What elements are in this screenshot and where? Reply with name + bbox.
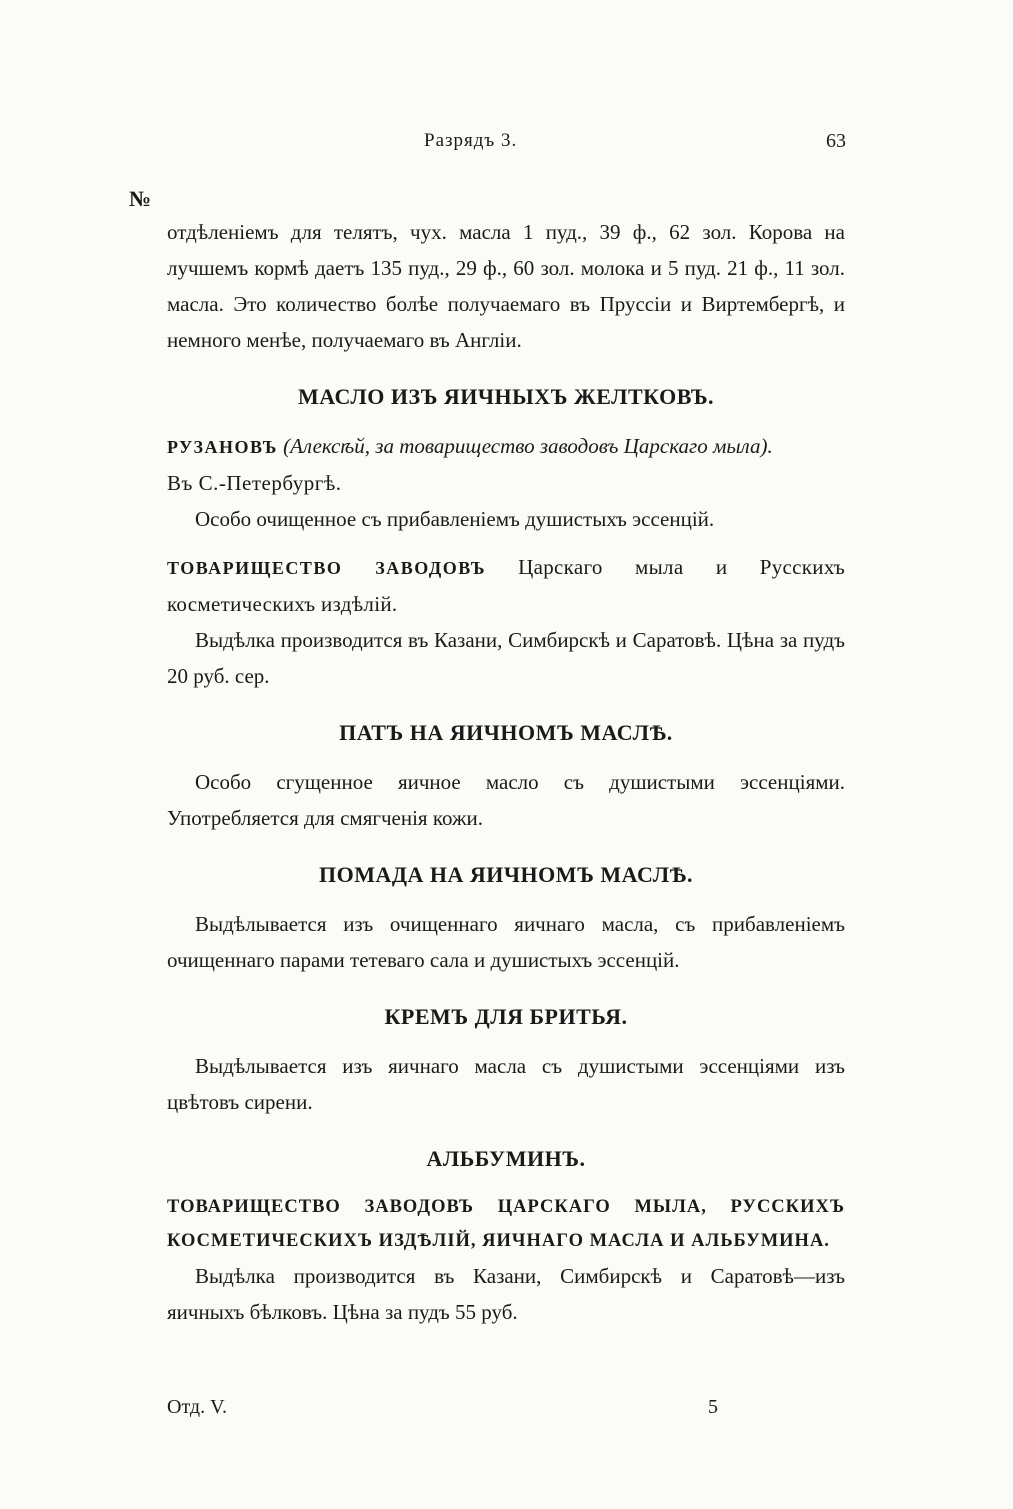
entry-description: Особо очищенное съ прибавленіемъ душистыхъ эссенцій. (195, 507, 715, 531)
entry-description: Выдѣлка производится въ Казани, Симбирскѣ и Саратовѣ. Цѣна за пудъ 20 руб. сер. (167, 628, 845, 688)
page-footer (0, 1396, 1013, 1426)
section-heading-pate: ПАТЪ НА ЯИЧНОМЪ МАСЛѢ. (339, 720, 673, 745)
section-heading-egg-yolk-oil: МАСЛО ИЗЪ ЯИЧНЫХЪ ЖЕЛТКОВЪ. (297, 384, 715, 409)
page-number: 63 (826, 130, 846, 152)
running-title: Разрядъ 3. (424, 130, 518, 151)
signature-right: 5 (708, 1396, 718, 1418)
section-heading-albumin: АЛЬБУМИНЪ. (426, 1146, 586, 1171)
section-description: Выдѣлывается изъ очищеннаго яичнаго масла, съ прибавленіемъ очищеннаго парами тетеваго сала и душистыхъ эссенцій. (167, 912, 845, 972)
exhibitor-note: (Алексѣй, за товарищество заводовъ Царскаго мыла). (283, 434, 773, 458)
section-description: Выдѣлывается изъ яичнаго масла съ душистыми эссенціями изъ цвѣтовъ сирени. (167, 1054, 845, 1114)
section-heading-shaving-cream: КРЕМЪ ДЛЯ БРИТЬЯ. (384, 1004, 628, 1029)
section-heading-pomade: ПОМАДА НА ЯИЧНОМЪ МАСЛѢ. (319, 862, 693, 887)
running-head (0, 130, 1013, 160)
exhibitor-name: ТОВАРИЩЕСТВО ЗАВОДОВЪ ЦАРСКАГО МЫЛА, РУССКИХЪ КОСМЕТИЧЕСКИХЪ ИЗДѢЛІЙ, ЯИЧНАГО МАСЛА И АЛЬБУМИНА. (167, 1197, 845, 1251)
exhibitor-city: Въ С.-Петербургѣ. (167, 471, 342, 495)
exhibitor-name-rest: Царскаго мыла и Русскихъ косметическихъ издѣлій. (167, 555, 845, 616)
exhibitor-entry (167, 428, 845, 465)
section-description: Особо сгущенное яичное масло съ душистыми эссенціями. Употребляется для смягченія кожи. (167, 770, 845, 830)
number-mark: № (129, 186, 152, 211)
exhibitor-entry (167, 549, 845, 622)
continuation-paragraph: отдѣленіемъ для телятъ, чух. масла 1 пуд., 39 ф., 62 зол. Корова на лучшемъ кормѣ даетъ 135 пуд., 29 ф., 60 зол. молока и 5 пуд. 21 ф., 11 зол. масла. Это количество болѣе получаемаго въ Пруссіи и Виртембергѣ, и немного менѣе, получаемаго въ Англіи. (167, 220, 845, 352)
exhibitor-name: ТОВАРИЩЕСТВО ЗАВОДОВЪ (167, 558, 487, 578)
section-description: Выдѣлка производится въ Казани, Симбирскѣ и Саратовѣ—изъ яичныхъ бѣлковъ. Цѣна за пудъ 55 руб. (167, 1264, 845, 1324)
page-body (167, 214, 845, 1330)
exhibitor-name: РУЗАНОВЪ (167, 437, 278, 457)
signature-left: Отд. V. (167, 1396, 227, 1418)
